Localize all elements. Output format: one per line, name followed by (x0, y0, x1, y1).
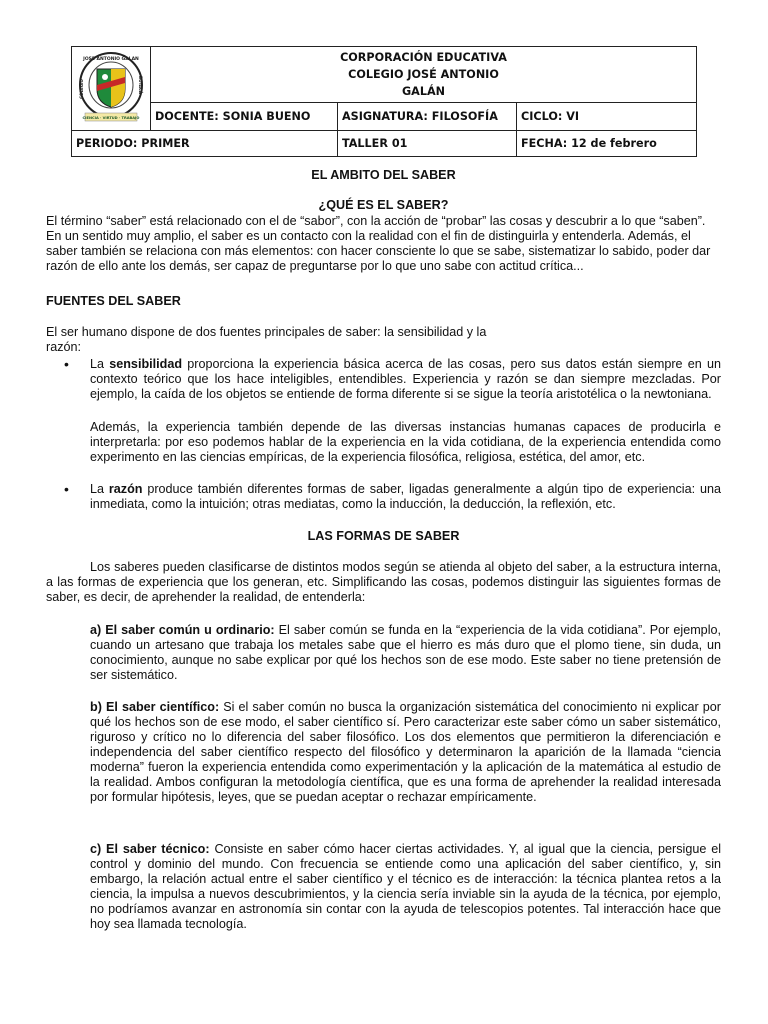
school-logo-cell (72, 47, 151, 131)
fuentes-intro-line2: razón: (46, 340, 82, 354)
fecha-cell: FECHA: 12 de febrero (517, 131, 697, 157)
asignatura-cell: ASIGNATURA: FILOSOFÍA (338, 103, 517, 131)
logo-top-text: JOSE ANTONIO GALAN (83, 57, 139, 62)
bullet-icon: • (64, 481, 69, 497)
logo-bottom-text: CIENCIA · VIRTUD · TRABAJO (82, 116, 140, 120)
bullet-sensibilidad: La sensibilidad proporciona la experiencia básica acerca de las cosas, pero sus datos están siempre en un contexto teórico que los hace inteligibles, entendibles. Experiencia y razón se dan siempre mezcladas. Por ejemplo, la caída de los objetos se entiende de forma diferente si se sigue la teoría aristotélica o la newtoniana. (90, 357, 721, 401)
school-name-line2: GALÁN (402, 85, 445, 99)
school-title (151, 47, 697, 103)
que-es-paragraph: El término “saber” está relacionado con el de “sabor”, con la acción de “probar” las cosas y descubrir a lo que “saben”. En un sentido muy amplio, el saber es un contacto con la realidad con el fin de distinguirla y entenderla. Además, el saber también se relaciona con más elementos: con hacer consciente lo que se sabe, sistematizar lo sabido, poder dar razón de ello ante los demás, ser capaz de preguntarse por lo que uno sabe con actitud crítica... (46, 214, 711, 273)
ciclo-cell: CICLO: VI (517, 103, 697, 131)
document-title: EL AMBITO DEL SABER (311, 168, 456, 182)
logo-right-text: BOYACÁ (138, 76, 143, 94)
saber-comun: a) El saber común u ordinario: El saber común se funda en la “experiencia de la vida cotidiana”. Por ejemplo, cuando un artesano que trabaja los metales sabe que el hierro es más duro que el plomo tiene, sin duda, un conocimiento, aunque no sabe explicar por qué los hechos son de ese modo. Este saber no tiene pretensión de ser sistemático. (90, 623, 721, 682)
header-table (71, 46, 697, 157)
formas-heading: LAS FORMAS DE SABER (307, 529, 460, 543)
sensibilidad-term: sensibilidad (109, 357, 183, 371)
fuentes-heading: FUENTES DEL SABER (46, 294, 181, 308)
formas-intro: Los saberes pueden clasificarse de distintos modos según se atienda al objeto del saber, a la estructura interna, a las formas de experiencia que los generan, etc. Simplificando las cosas, podemos distinguir las siguientes formas de saber, es decir, de aprehender la realidad, de entenderla: (46, 560, 721, 604)
periodo-cell: PERIODO: PRIMER (72, 131, 338, 157)
saber-cientifico: b) El saber científico: Si el saber común no busca la organización sistemática del conocimiento ni explicar por qué los hechos son de ese modo, el saber científico sí. Pero caracterizar este saber cómo un saber sistemático, riguroso y crítico no lo diferencia del saber filosófico. Los dos elementos que permitieron la diferenciación e independencia del saber científico respecto del filosófico y determinaron la aparición de la llamada “ciencia moderna” fueron la experiencia entendida como experimentación y la aplicación de la matemática al estudio de la realidad. Ambos configuran la metodología científica, que es una forma de aprehender la realidad interesada por formular hipótesis, leyes, que se puedan aceptar o rechazar empíricamente. (90, 700, 721, 804)
logo-left-text: COLEGIO (79, 79, 84, 99)
school-name-line1: COLEGIO JOSÉ ANTONIO (348, 68, 499, 82)
saber-tecnico-label: c) El saber técnico: (90, 842, 210, 856)
razon-term: razón (108, 482, 143, 496)
bullet-sensibilidad-para2: Además, la experiencia también depende de las diversas instancias humanas capaces de producirla e interpretarla: por eso podemos hablar de la experiencia en la vida cotidiana, de la experiencia entendida como experimento en las ciencias empíricas, de la experiencia filosófica, religiosa, estética, del amor, etc. (90, 420, 721, 464)
saber-tecnico: c) El saber técnico: Consiste en saber cómo hacer ciertas actividades. Y, al igual que la ciencia, persigue el control y dominio del mundo. Con frecuencia se entiende como una aplicación del saber científico, y, sin embargo, la relación actual entre el saber científico y el técnico es de interacción: la técnica plantea retos a la ciencia, la impulsa a nuevos descubrimientos, y la ciencia sería inviable sin la ayuda de la técnica, por ejemplo, no podríamos avanzar en astronomía sin contar con la ayuda de telescopios potentes. Tal interacción hace que hoy sea llamada tecnología. (90, 842, 721, 931)
saber-cientifico-label: b) El saber científico: (90, 700, 220, 714)
fuentes-intro (46, 325, 721, 355)
que-es-heading: ¿QUÉ ES EL SABER? (318, 198, 449, 212)
school-crest-icon (75, 47, 147, 127)
org-name: CORPORACIÓN EDUCATIVA (340, 51, 507, 65)
taller-cell: TALLER 01 (338, 131, 517, 157)
bullet-icon: • (64, 356, 69, 372)
saber-comun-label: a) El saber común u ordinario: (90, 623, 275, 637)
fuentes-intro-line1: El ser humano dispone de dos fuentes principales de saber: la sensibilidad y la (46, 325, 487, 339)
bullet-razon: La razón produce también diferentes formas de saber, ligadas generalmente a algún tipo de experiencia: una inmediata, como la intuición; otras mediatas, como la inducción, la deducción, la reflexión, etc. (90, 482, 721, 511)
docente-cell: DOCENTE: SONIA BUENO (151, 103, 338, 131)
